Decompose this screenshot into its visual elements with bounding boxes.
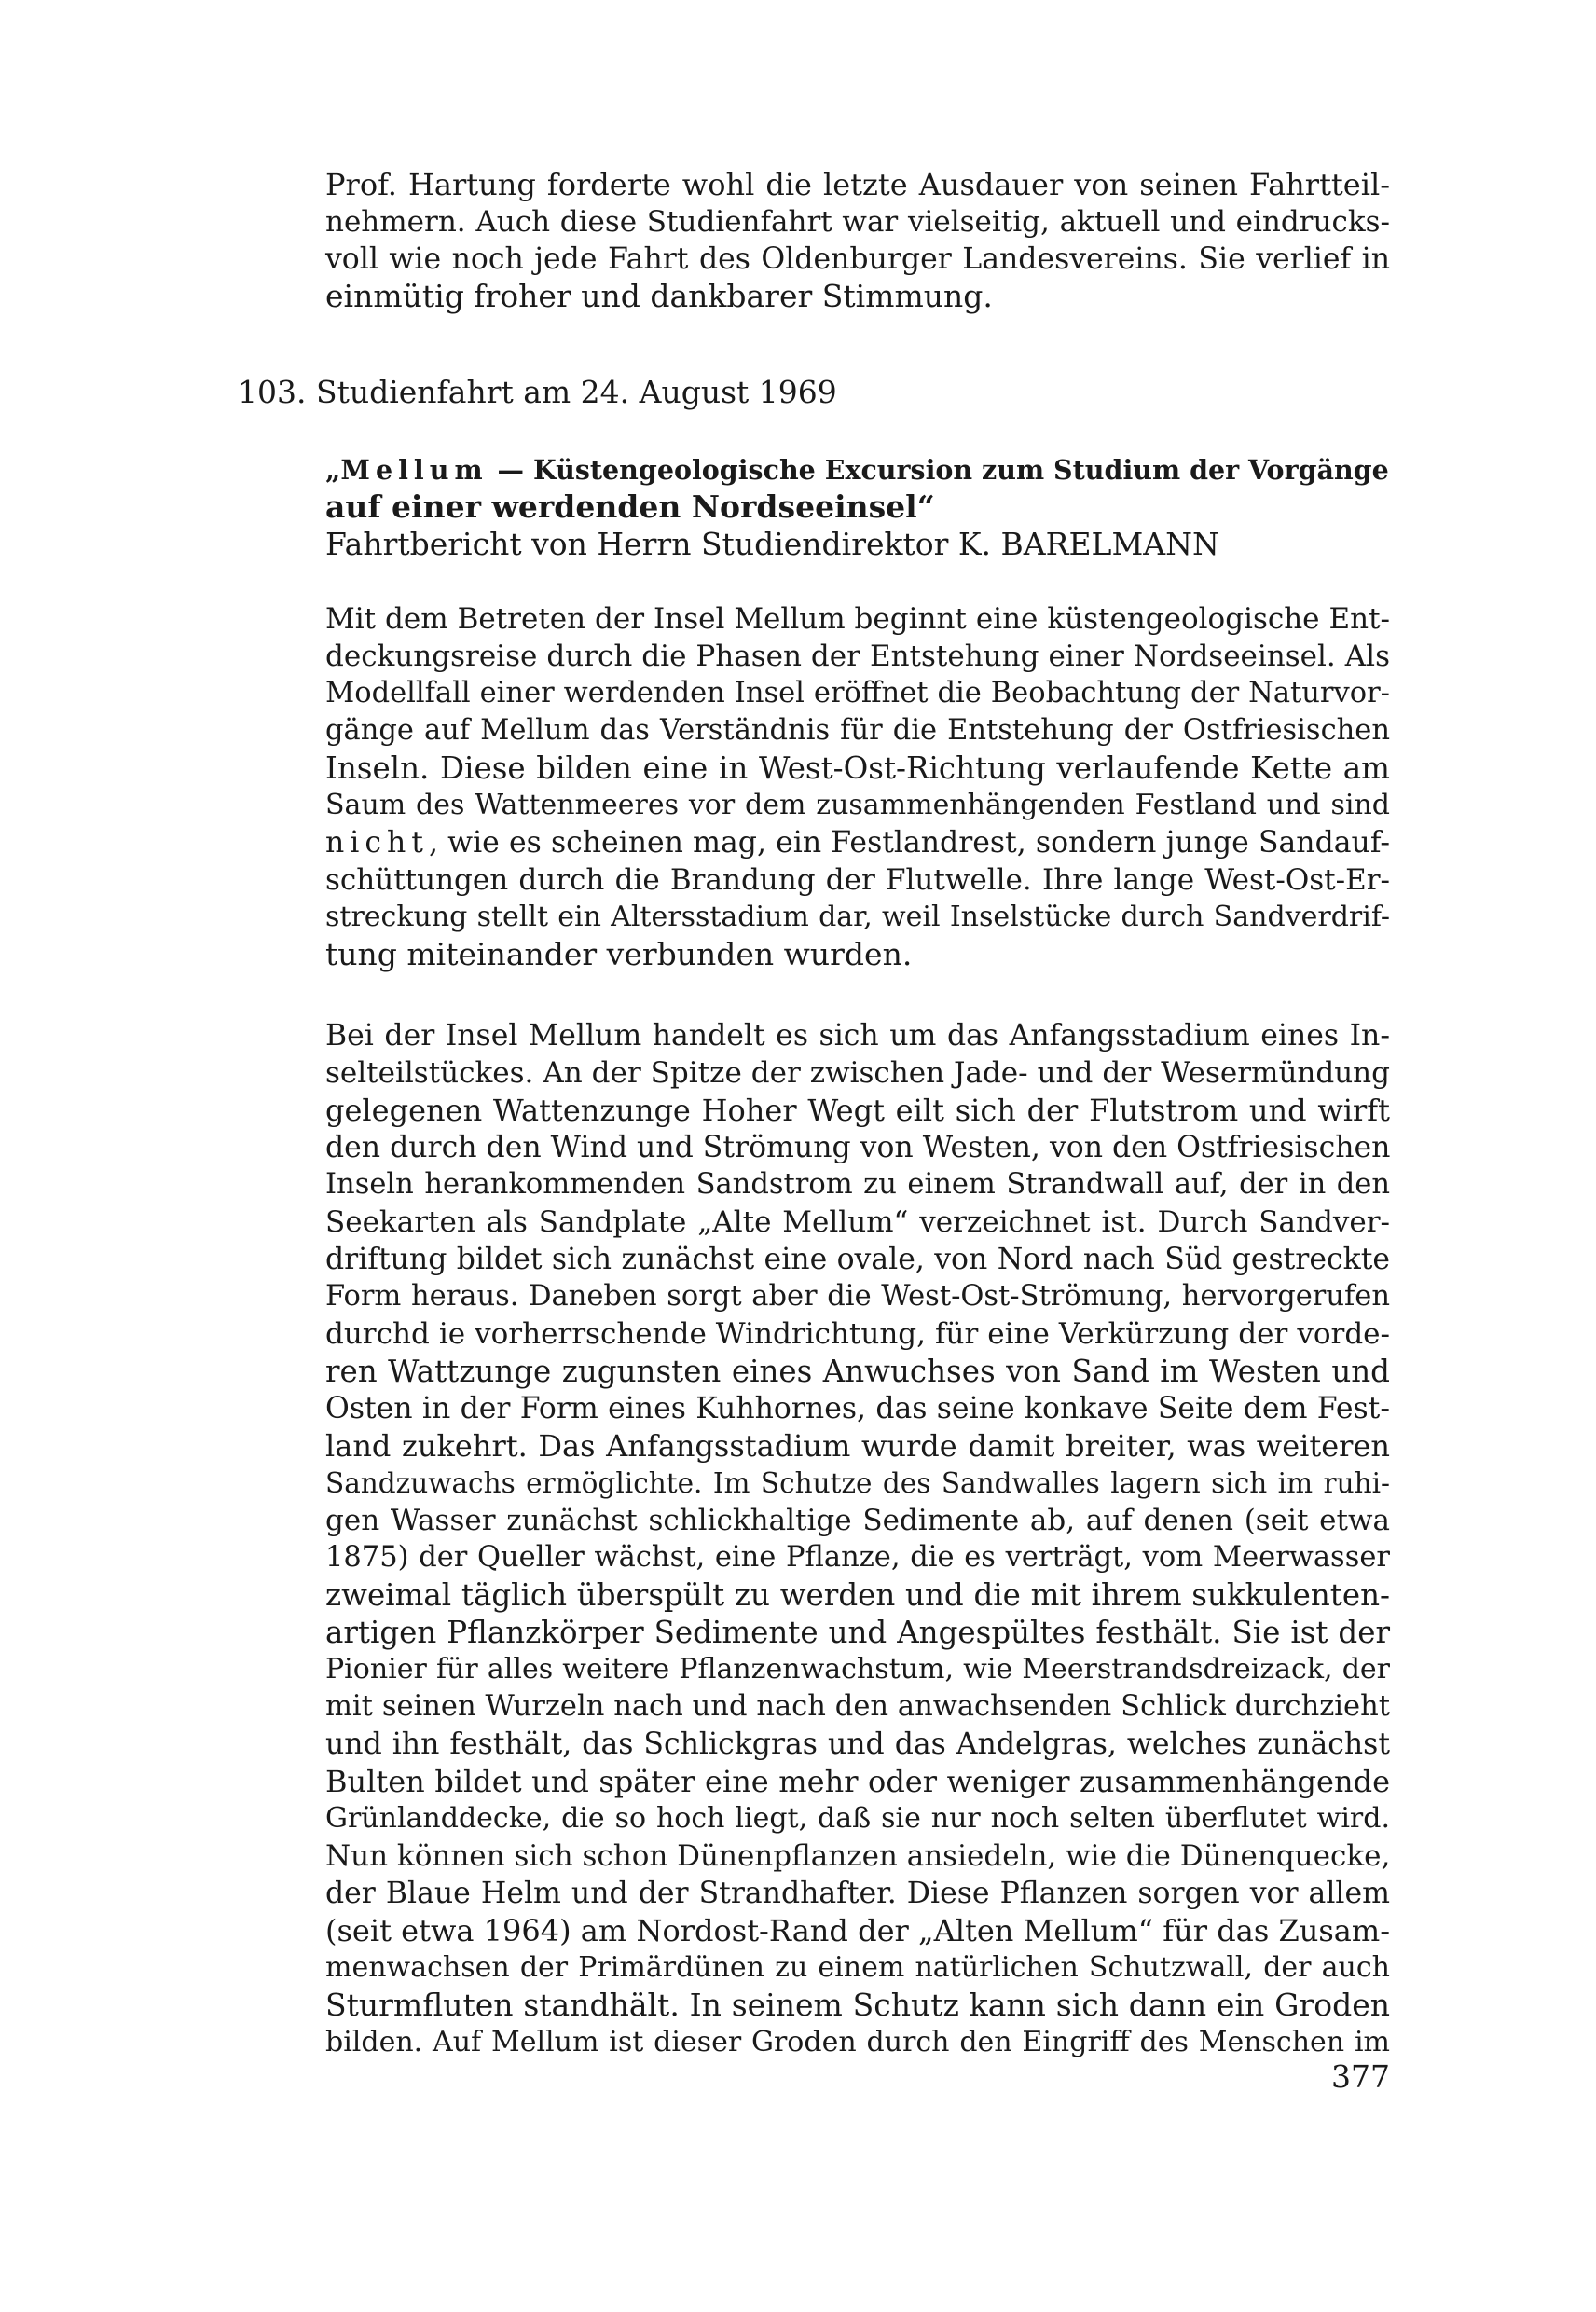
text-line: menwachsen der Primärdünen zu einem natürlichen Schutzwall, der auch (325, 1951, 1390, 1984)
title-line-1 (325, 451, 1390, 489)
text-line: nehmern. Auch diese Studienfahrt war vielseitig, aktuell und eindrucks- (325, 205, 1390, 239)
spaced-emphasis: nicht (325, 826, 429, 860)
text-line: ren Wattzunge zugunsten eines Anwuchses von Sand im Westen und (325, 1354, 1390, 1389)
text-line: den durch den Wind und Strömung von Westen, von den Ostfriesischen (325, 1131, 1391, 1164)
text-line: Modellfall einer werdenden Insel eröffnet die Beobachtung der Naturvor- (325, 677, 1390, 709)
text-line: einmütig froher und dankbarer Stimmung. (325, 278, 993, 314)
text-line: Nun können sich schon Dünenpflanzen ansiedeln, wie die Dünenquecke, (325, 1839, 1391, 1873)
text-line: Saum des Wattenmeeres vor dem zusammenhängenden Festland und sind (325, 789, 1390, 821)
intro-paragraph (325, 166, 1390, 315)
text-line: Pionier für alles weitere Pflanzenwachstum, wie Meerstrandsdreizack, der (325, 1653, 1390, 1686)
text-line: land zukehrt. Das Anfangsstadium wurde damit breiter, was weiteren (325, 1428, 1390, 1464)
text-line: Bulten bildet und später eine mehr oder weniger zusammenhängende (325, 1764, 1390, 1799)
paragraph-1 (325, 600, 1390, 973)
text-line: gänge auf Mellum das Verständnis für die Entstehung der Ostfriesischen (325, 714, 1390, 747)
text-line: Inseln. Diese bilden eine in West-Ost-Richtung verlaufende Kette am (325, 750, 1390, 786)
text-line: gen Wasser zunächst schlickhaltige Sedimente ab, auf denen (seit etwa (325, 1504, 1390, 1537)
text-line: Grünlanddecke, die so hoch liegt, daß sie nur noch selten überflutet wird. (325, 1802, 1390, 1835)
text-line: driftung bildet sich zunächst eine ovale, von Nord nach Süd gestreckte (325, 1243, 1390, 1276)
text-line: tung miteinander verbunden wurden. (325, 936, 913, 972)
text-line: voll wie noch jede Fahrt des Oldenburger Landesvereins. Sie verlief in (325, 242, 1390, 276)
text-line: zweimal täglich überspült zu werden und die mit ihrem sukkulenten- (325, 1577, 1390, 1613)
text-line: Inseln herankommenden Sandstrom zu einem Strandwall auf, der in den (325, 1168, 1390, 1201)
text-line: gelegenen Wattenzunge Hoher Wegt eilt sich der Flutstrom und wirft (325, 1093, 1390, 1128)
text-line: (seit etwa 1964) am Nordost-Rand der „Alten Mellum“ für das Zusam- (325, 1913, 1390, 1948)
text-line: Sturmfluten standhält. In seinem Schutz kann sich dann ein Groden (325, 1987, 1390, 2023)
byline: Fahrtbericht von Herrn Studiendirektor K. BARELMANN (325, 526, 1219, 562)
title-line-2: auf einer werdenden Nordseeinsel“ (325, 489, 935, 525)
title-quote-open: „ (325, 454, 341, 486)
text-line: und ihn festhält, das Schlickgras und das Andelgras, welches zunächst (325, 1727, 1390, 1761)
title-spaced-word: Mellum (340, 454, 488, 486)
section-heading: 103. Studienfahrt am 24. August 1969 (238, 374, 837, 410)
text-line: Form heraus. Daneben sorgt aber die West-Ost-Strömung, hervorgerufen (325, 1280, 1390, 1313)
title-line-1-rest: — Küstengeologische Excursion zum Studium der Vorgänge (488, 454, 1389, 486)
text-line: Mit dem Betreten der Insel Mellum beginnt eine küstengeologische Ent- (325, 602, 1390, 636)
text-line: streckung stellt ein Altersstadium dar, weil Inselstücke durch Sandverdrif- (325, 901, 1390, 933)
excursion-title (325, 451, 1390, 526)
text-line: mit seinen Wurzeln nach und nach den anwachsenden Schlick durchzieht (325, 1690, 1390, 1723)
text-line: deckungsreise durch die Phasen der Entstehung einer Nordseeinsel. Als (325, 640, 1390, 673)
text-line: artigen Pflanzkörper Sedimente und Angespültes festhält. Sie ist der (325, 1615, 1390, 1650)
text-line-spaced (325, 824, 1390, 861)
text-line: selteilstückes. An der Spitze der zwischen Jade- und der Wesermündung (325, 1056, 1390, 1090)
text-line: durchd ie vorherrschende Windrichtung, für eine Verkürzung der vorde- (325, 1317, 1390, 1351)
text-line: Sandzuwachs ermöglichte. Im Schutze des Sandwalles lagern sich im ruhi- (325, 1467, 1390, 1499)
text-line: der Blaue Helm und der Strandhafter. Diese Pflanzen sorgen vor allem (325, 1877, 1390, 1910)
text-line: Osten in der Form eines Kuhhornes, das seine konkave Seite dem Fest- (325, 1392, 1390, 1425)
text-line: Prof. Hartung forderte wohl die letzte Ausdauer von seinen Fahrtteil- (325, 167, 1390, 202)
spaced-line-rest: , wie es scheinen mag, ein Festlandrest, sondern junge Sandauf- (428, 826, 1390, 860)
text-line: Bei der Insel Mellum handelt es sich um das Anfangsstadium eines In- (325, 1019, 1390, 1053)
text-line: Seekarten als Sandplate „Alte Mellum“ verzeichnet ist. Durch Sandver- (325, 1205, 1390, 1239)
paragraph-2 (325, 1017, 1390, 2061)
text-line: bilden. Auf Mellum ist dieser Groden durch den Eingriff des Menschen im (325, 2026, 1390, 2058)
text-line: schüttungen durch die Brandung der Flutwelle. Ihre lange West-Ost-Er- (325, 863, 1390, 897)
page-number: 377 (1331, 2058, 1390, 2095)
text-line: 1875) der Queller wächst, eine Pflanze, die es verträgt, vom Meerwasser (325, 1541, 1390, 1574)
